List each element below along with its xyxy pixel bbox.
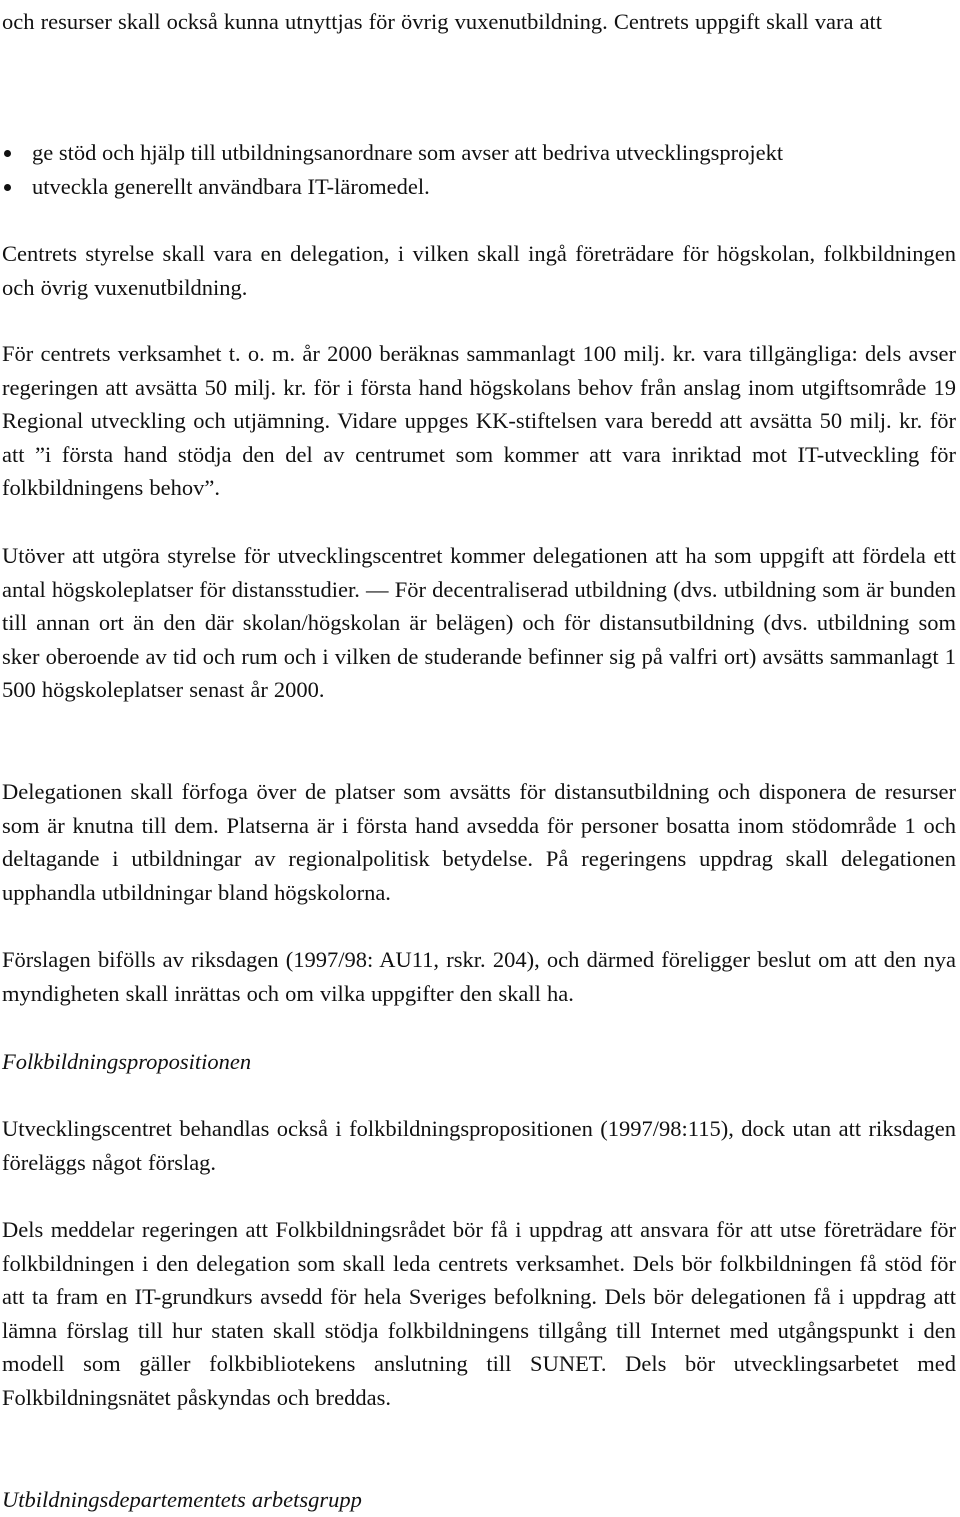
styrelse-block	[2, 237, 956, 304]
heading-folkbildning-block	[2, 1045, 956, 1079]
task-bullet-list	[2, 136, 956, 203]
bullet-icon	[4, 184, 11, 191]
utover-paragraph: Utöver att utgöra styrelse för utvecklingscentret kommer delegationen att ha som uppgift att fördela ett antal högskoleplatser för distansstudier. — För decentraliserad utbildning (dvs. utbildning som är bunden till annan ort än den där skolan/högskolan är belägen) och för distansutbildning (dvs. utbildning som sker oberoende av tid och rum och i vilken de studerande befinner sig på valfri ort) avsätts sammanlagt 1 500 högskoleplatser senast år 2000.	[2, 543, 956, 702]
dels-paragraph: Dels meddelar regeringen att Folkbildningsrådet bör få i uppdrag att ansvara för att utse företrädare för folkbildningen i den delegation som skall leda centrets verksamhet. Dels bör folkbildningen få stöd för att ta fram en IT-grundkurs avsedd för hela Sveriges befolkning. Dels bör delegationen få i uppdrag att lämna förslag till hur staten skall stödja folkbildningens tillgång till Internet med utgångspunkt i den modell som gäller folkbibliotekens anslutning till SUNET. Dels bör utvecklingsarbetet med Folkbildningsnätet påskyndas och breddas.	[2, 1217, 956, 1410]
delegationen-block	[2, 775, 956, 909]
list-item	[2, 136, 956, 170]
section-heading-arbetsgrupp: Utbildningsdepartementets arbetsgrupp	[2, 1487, 362, 1512]
verksamhet-block	[2, 337, 956, 505]
dels-block	[2, 1213, 956, 1414]
utvecklingscentret-paragraph: Utvecklingscentret behandlas också i folkbildningspropositionen (1997/98:115), dock utan att riksdagen föreläggs något förslag.	[2, 1116, 956, 1175]
forslagen-block	[2, 943, 956, 1010]
utvecklingscentret-block	[2, 1112, 956, 1179]
styrelse-paragraph: Centrets styrelse skall vara en delegation, i vilken skall ingå företrädare för högskolan, folkbildningen och övrig vuxenutbildning.	[2, 241, 956, 300]
intro-paragraph: och resurser skall också kunna utnyttjas för övrig vuxenutbildning. Centrets uppgift skall vara att	[2, 9, 883, 34]
bullet-text: utveckla generellt användbara IT-läromedel.	[32, 173, 430, 199]
delegationen-paragraph: Delegationen skall förfoga över de platser som avsätts för distansutbildning och disponera de resurser som är knutna till dem. Platserna är i första hand avsedda för personer bosatta inom stödområde 1 och deltagande i utbildningar av regionalpolitisk betydelse. På regeringens uppdrag skall delegationen upphandla utbildningar bland högskolorna.	[2, 779, 956, 905]
intro-paragraph-block	[2, 5, 956, 39]
section-heading-folkbildningspropositionen: Folkbildningspropositionen	[2, 1049, 252, 1074]
bullet-icon	[4, 150, 11, 157]
utover-block	[2, 539, 956, 707]
verksamhet-paragraph: För centrets verksamhet t. o. m. år 2000 beräknas sammanlagt 100 milj. kr. vara tillgängliga: dels avser regeringen att avsätta 50 milj. kr. för i första hand högskolans behov från anslag inom utgiftsområde 19 Regional utveckling och utjämning. Vidare uppges KK-stiftelsen vara beredd att avsätta 50 milj. kr. för att ”i första hand stödja den del av centrumet som kommer att vara inriktad mot IT-utveckling för folkbildningens behov”.	[2, 341, 956, 500]
forslagen-paragraph: Förslagen bifölls av riksdagen (1997/98: AU11, rskr. 204), och därmed föreligger beslut om att den nya myndigheten skall inrättas och om vilka uppgifter den skall ha.	[2, 947, 956, 1006]
bullet-list-block	[2, 136, 956, 203]
list-item	[2, 170, 956, 204]
heading-arbetsgrupp-block	[2, 1483, 956, 1517]
bullet-text: ge stöd och hjälp till utbildningsanordnare som avser att bedriva utvecklingsprojekt	[32, 140, 784, 165]
